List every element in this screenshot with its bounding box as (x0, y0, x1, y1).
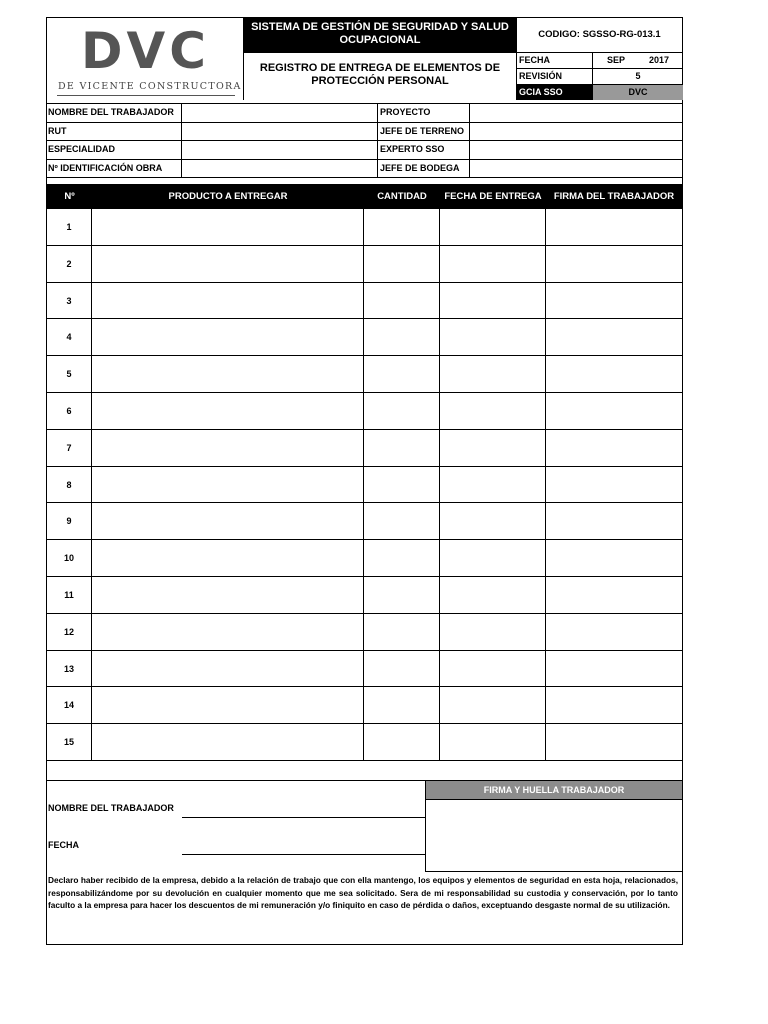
field-identificacion-obra[interactable] (182, 160, 378, 178)
label-experto-sso: EXPERTO SSO (378, 141, 470, 159)
quantity-cell[interactable] (364, 724, 440, 760)
logo-underline (57, 95, 235, 96)
row-number: 1 (47, 209, 92, 245)
product-cell[interactable] (92, 467, 364, 503)
row-number: 6 (47, 393, 92, 429)
quantity-cell[interactable] (364, 687, 440, 723)
meta-revision-value: 5 (635, 71, 641, 81)
info-row (47, 160, 682, 179)
form-title: REGISTRO DE ENTREGA DE ELEMENTOS DE PROTECCIÓN PERSONAL (244, 52, 516, 100)
product-cell[interactable] (92, 614, 364, 650)
signature-cell[interactable] (546, 430, 682, 466)
company-logo (47, 18, 244, 100)
signature-cell[interactable] (546, 356, 682, 392)
meta-gcia-label: GCIA SSO (517, 85, 593, 100)
table-row (47, 209, 682, 246)
meta-fecha-value (593, 53, 683, 68)
delivery-date-cell[interactable] (440, 651, 546, 687)
document-code: CODIGO: SGSSO-RG-013.1 (516, 18, 682, 52)
table-row (47, 687, 682, 724)
form-sheet (46, 17, 683, 945)
row-number: 3 (47, 283, 92, 319)
label-especialidad: ESPECIALIDAD (47, 141, 182, 159)
col-header-quantity: CANTIDAD (377, 191, 427, 202)
label-rut: RUT (47, 123, 182, 141)
quantity-cell[interactable] (364, 651, 440, 687)
footer-fecha-label: FECHA (48, 840, 79, 850)
quantity-cell[interactable] (364, 209, 440, 245)
signature-cell[interactable] (546, 651, 682, 687)
row-number: 7 (47, 430, 92, 466)
row-number: 8 (47, 467, 92, 503)
meta-row-revision (517, 69, 683, 85)
field-especialidad[interactable] (182, 141, 378, 159)
meta-row-fecha (517, 53, 683, 69)
signature-cell[interactable] (546, 209, 682, 245)
col-header-number: Nº (64, 191, 75, 202)
field-rut[interactable] (182, 123, 378, 141)
delivery-date-cell[interactable] (440, 246, 546, 282)
delivery-date-cell[interactable] (440, 467, 546, 503)
quantity-cell[interactable] (364, 393, 440, 429)
signature-cell[interactable] (546, 540, 682, 576)
field-nombre-trabajador[interactable] (182, 104, 378, 122)
table-header (47, 184, 682, 209)
table-row (47, 651, 682, 688)
row-number: 15 (47, 724, 92, 760)
signature-cell[interactable] (546, 393, 682, 429)
quantity-cell[interactable] (364, 356, 440, 392)
signature-cell[interactable] (546, 577, 682, 613)
signature-cell[interactable] (546, 503, 682, 539)
quantity-cell[interactable] (364, 246, 440, 282)
table-row (47, 614, 682, 651)
row-number: 11 (47, 577, 92, 613)
field-proyecto[interactable] (470, 104, 682, 122)
quantity-cell[interactable] (364, 319, 440, 355)
logo-brand: DVC (81, 22, 210, 80)
quantity-cell[interactable] (364, 503, 440, 539)
meta-row-gcia (517, 85, 683, 101)
table-row (47, 319, 682, 356)
delivery-date-cell[interactable] (440, 319, 546, 355)
product-cell[interactable] (92, 319, 364, 355)
table-row (47, 577, 682, 614)
label-proyecto: PROYECTO (378, 104, 470, 122)
table-row (47, 540, 682, 577)
label-jefe-bodega: JEFE DE BODEGA (378, 160, 470, 178)
signature-cell[interactable] (546, 687, 682, 723)
delivery-date-cell[interactable] (440, 283, 546, 319)
meta-fecha-label: FECHA (517, 53, 593, 68)
table-body (47, 209, 682, 761)
delivery-date-cell[interactable] (440, 577, 546, 613)
product-cell[interactable] (92, 651, 364, 687)
delivery-date-cell[interactable] (440, 614, 546, 650)
info-row (47, 104, 682, 123)
signature-box-title: FIRMA Y HUELLA TRABAJADOR (425, 780, 682, 799)
signature-cell[interactable] (546, 246, 682, 282)
field-jefe-bodega[interactable] (470, 160, 682, 178)
quantity-cell[interactable] (364, 283, 440, 319)
info-row (47, 123, 682, 142)
info-row (47, 141, 682, 160)
table-row (47, 283, 682, 320)
row-number: 4 (47, 319, 92, 355)
signature-fingerprint-box[interactable] (425, 799, 682, 872)
col-header-signature: FIRMA DEL TRABAJADOR (553, 191, 675, 202)
product-cell[interactable] (92, 246, 364, 282)
quantity-cell[interactable] (364, 467, 440, 503)
signature-cell[interactable] (546, 319, 682, 355)
row-number: 2 (47, 246, 92, 282)
product-cell[interactable] (92, 430, 364, 466)
delivery-date-cell[interactable] (440, 393, 546, 429)
footer-nombre-line[interactable] (182, 817, 425, 818)
row-number: 13 (47, 651, 92, 687)
row-number: 10 (47, 540, 92, 576)
label-identificacion-obra: Nº IDENTIFICACIÓN OBRA (47, 160, 182, 178)
meta-gcia-value: DVC (593, 85, 683, 100)
table-row (47, 724, 682, 761)
table-row (47, 393, 682, 430)
meta-fecha-year: 2017 (649, 55, 670, 65)
quantity-cell[interactable] (364, 577, 440, 613)
col-header-product: PRODUCTO A ENTREGAR (168, 191, 288, 202)
quantity-cell[interactable] (364, 614, 440, 650)
table-row (47, 430, 682, 467)
col-header-delivery-date: FECHA DE ENTREGA (444, 191, 542, 202)
signature-cell[interactable] (546, 467, 682, 503)
delivery-date-cell[interactable] (440, 356, 546, 392)
meta-fecha-month: SEP (607, 55, 626, 65)
delivery-table (47, 184, 682, 761)
meta-revision-label: REVISIÓN (517, 69, 593, 84)
delivery-date-cell[interactable] (440, 724, 546, 760)
form-header (47, 18, 682, 100)
footer-divider (47, 780, 425, 781)
quantity-cell[interactable] (364, 540, 440, 576)
product-cell[interactable] (92, 577, 364, 613)
signature-cell[interactable] (546, 724, 682, 760)
row-number: 12 (47, 614, 92, 650)
delivery-date-cell[interactable] (440, 430, 546, 466)
signature-cell[interactable] (546, 283, 682, 319)
table-row (47, 467, 682, 504)
document-meta (516, 52, 682, 100)
product-cell[interactable] (92, 724, 364, 760)
field-experto-sso[interactable] (470, 141, 682, 159)
delivery-date-cell[interactable] (440, 503, 546, 539)
row-number: 9 (47, 503, 92, 539)
product-cell[interactable] (92, 209, 364, 245)
delivery-date-cell[interactable] (440, 540, 546, 576)
product-cell[interactable] (92, 283, 364, 319)
product-cell[interactable] (92, 503, 364, 539)
table-row (47, 356, 682, 393)
quantity-cell[interactable] (364, 430, 440, 466)
logo-subtitle: DE VICENTE CONSTRUCTORA (58, 81, 242, 92)
label-nombre-trabajador: NOMBRE DEL TRABAJADOR (47, 104, 182, 122)
footer-nombre-label: NOMBRE DEL TRABAJADOR (48, 803, 174, 813)
footer-fecha-line[interactable] (182, 854, 425, 855)
product-cell[interactable] (92, 393, 364, 429)
declaration-text: Declaro haber recibido de la empresa, debido a la relación de trabajo que con ella mantengo, los equipos y elementos de seguridad en esta hoja, relacionados, responsabilizándome por su devolución en cualquier momento que me sea solicitado. Sera de mi responsabilidad su custodia y conservación, por lo tanto faculto a la empresa para hacer los descuentos de mi remuneración y/o finiquito en caso de pérdida o daños, exceptuando desgaste normal de su utilización. (48, 875, 678, 910)
row-number: 14 (47, 687, 92, 723)
product-cell[interactable] (92, 356, 364, 392)
table-row (47, 503, 682, 540)
worker-info-grid (47, 103, 682, 178)
delivery-date-cell[interactable] (440, 209, 546, 245)
field-jefe-terreno[interactable] (470, 123, 682, 141)
table-row (47, 246, 682, 283)
system-title: SISTEMA DE GESTIÓN DE SEGURIDAD Y SALUD OCUPACIONAL (244, 18, 516, 52)
product-cell[interactable] (92, 540, 364, 576)
row-number: 5 (47, 356, 92, 392)
label-jefe-terreno: JEFE DE TERRENO (378, 123, 470, 141)
signature-cell[interactable] (546, 614, 682, 650)
product-cell[interactable] (92, 687, 364, 723)
delivery-date-cell[interactable] (440, 687, 546, 723)
